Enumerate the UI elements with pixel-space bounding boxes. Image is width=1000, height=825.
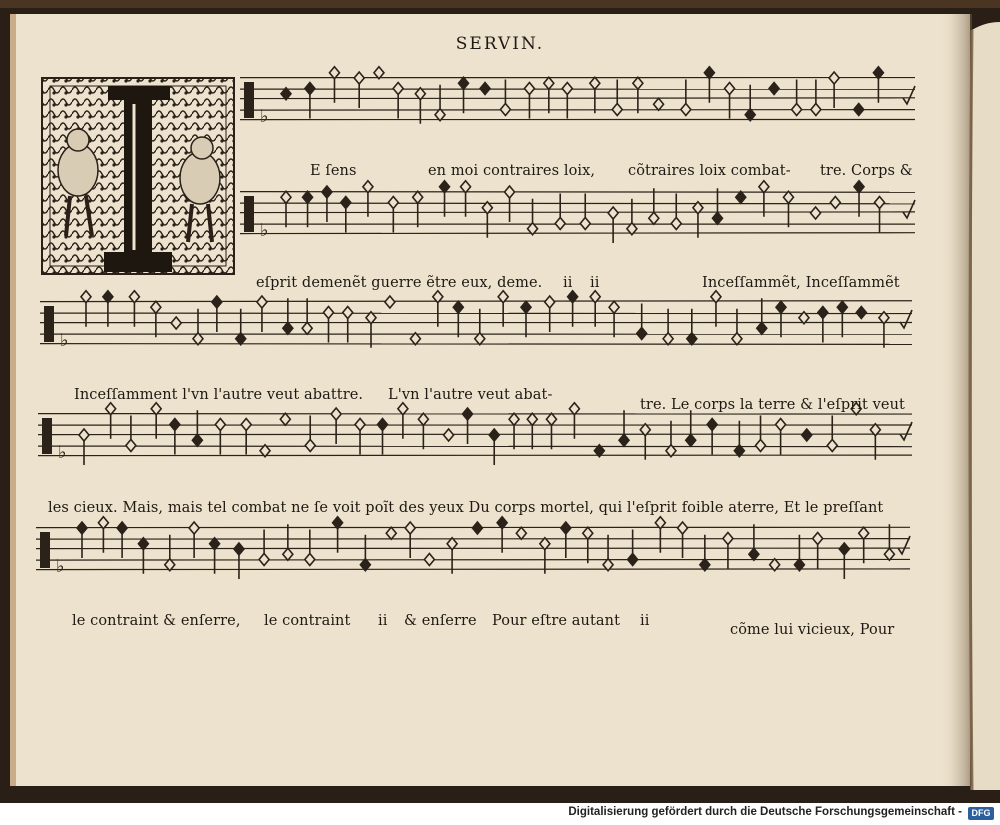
- flat-sign: ♭: [56, 556, 65, 577]
- lyric-line-4-a: les cieux. Mais, mais tel combat ne ſe voit poĩt des yeux Du corps mortel, qui l'eſprit foible aterre, Et le preſſant: [48, 500, 884, 516]
- lyric-line-5-e: Pour eſtre autant: [492, 613, 620, 629]
- lyric-line-5-g: cõme lui vicieux, Pour: [730, 622, 895, 638]
- footer-bar: [0, 803, 1000, 825]
- lyric-line-5-b: le contraint: [264, 613, 351, 629]
- running-head: SERVIN.: [455, 34, 545, 54]
- lyric-line-1-d: tre. Corps &: [820, 163, 913, 179]
- ornamental-initial: [42, 78, 234, 274]
- footer-credit: Digitalisierung gefördert durch die Deutsche Forschungsgemeinschaft -: [568, 806, 962, 818]
- flat-sign: ♭: [58, 442, 67, 463]
- lyric-line-2-b: ii: [563, 275, 573, 291]
- flat-sign: ♭: [260, 220, 269, 241]
- lyric-line-1-c: cõtraires loix combat-: [628, 163, 791, 179]
- clef-mark: [244, 82, 254, 118]
- clef-mark: [244, 196, 254, 232]
- lyric-line-1-b: en moi contraires loix,: [428, 163, 596, 179]
- lyric-line-5-c: ii: [378, 613, 388, 629]
- lyric-line-2-c: ii: [590, 275, 600, 291]
- lyric-line-5-a: le contraint & enſerre,: [72, 613, 241, 629]
- lyric-line-3-a: Inceſſamment l'vn l'autre veut abattre.: [74, 387, 364, 403]
- clef-mark: [44, 306, 54, 342]
- lyric-line-1-a: E ſens: [310, 163, 357, 179]
- lyric-line-3-b: L'vn l'autre veut abat-: [388, 387, 553, 403]
- lyric-line-3-c: tre. Le corps la terre & l'eſprit veut: [640, 397, 905, 413]
- clef-mark: [42, 418, 52, 454]
- lyric-line-2-d: Inceſſammẽt, Inceſſammẽt: [702, 275, 900, 291]
- flat-sign: ♭: [60, 330, 69, 351]
- dfg-logo: DFG: [968, 807, 994, 820]
- lyric-line-2-a: eſprit demenẽt guerre ẽtre eux, deme.: [256, 275, 543, 291]
- lyric-line-5-d: & enſerre: [404, 613, 477, 629]
- flat-sign: ♭: [260, 106, 269, 127]
- clef-mark: [40, 532, 50, 568]
- lyric-line-5-f: ii: [640, 613, 650, 629]
